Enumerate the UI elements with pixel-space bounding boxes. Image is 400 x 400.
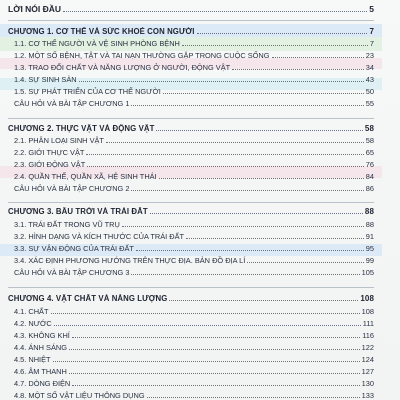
leader-dots bbox=[150, 213, 363, 214]
section-entry bbox=[8, 87, 374, 96]
section-page: 133 bbox=[361, 391, 374, 400]
section-title: 1.2. MỘT SỐ BỆNH, TẬT VÀ TAI NẠN THƯỜNG GẶP TRONG CUỘC SỐNG bbox=[14, 51, 270, 60]
section-page: 91 bbox=[365, 232, 374, 241]
questions-title: CÂU HỎI VÀ BÀI TẬP CHƯƠNG 1 bbox=[14, 99, 130, 108]
questions-page: 55 bbox=[365, 99, 374, 108]
section-page: 130 bbox=[361, 379, 374, 388]
section-page: 99 bbox=[365, 256, 374, 265]
section-entry bbox=[8, 367, 374, 376]
questions-entry bbox=[8, 184, 374, 193]
section-title: 4.5. NHIỆT bbox=[14, 355, 51, 364]
section-title: 2.3. GIỚI ĐỘNG VẬT bbox=[14, 160, 86, 169]
section-entry bbox=[8, 220, 374, 229]
divider bbox=[8, 118, 374, 119]
leader-dots bbox=[131, 274, 359, 275]
chapter-heading bbox=[8, 294, 374, 303]
chapter-title: CHƯƠNG 1. CƠ THỂ VÀ SỨC KHOẺ CON NGƯỜI bbox=[8, 27, 195, 36]
chapter-heading bbox=[8, 27, 374, 36]
section-page: 76 bbox=[365, 160, 374, 169]
section-entry bbox=[8, 244, 374, 253]
section-title: 1.5. SỰ PHÁT TRIỂN CỦA CƠ THỂ NGƯỜI bbox=[14, 87, 161, 96]
leader-dots bbox=[63, 11, 367, 12]
chapter-title: CHƯƠNG 4. VẬT CHẤT VÀ NĂNG LƯỢNG bbox=[8, 294, 168, 303]
section-entry bbox=[8, 232, 374, 241]
section-page: 34 bbox=[365, 63, 374, 72]
section-title: 4.4. ÁNH SÁNG bbox=[14, 343, 67, 352]
leader-dots bbox=[131, 105, 363, 106]
leader-dots bbox=[87, 166, 364, 167]
section-page: 23 bbox=[365, 51, 374, 60]
section-entry bbox=[8, 63, 374, 72]
leader-dots bbox=[106, 142, 364, 143]
entry-title: LỜI NÓI ĐẦU bbox=[8, 4, 62, 14]
leader-dots bbox=[232, 69, 364, 70]
section-page: 124 bbox=[361, 355, 374, 364]
leader-dots bbox=[197, 33, 368, 34]
divider bbox=[8, 202, 374, 203]
leader-dots bbox=[72, 385, 359, 386]
questions-page: 86 bbox=[365, 184, 374, 193]
section-page: 95 bbox=[365, 244, 374, 253]
toc-entry-intro bbox=[8, 4, 374, 14]
leader-dots bbox=[156, 130, 362, 131]
section-entry bbox=[8, 391, 374, 400]
chapter-page: 7 bbox=[369, 27, 374, 36]
leader-dots bbox=[79, 81, 364, 82]
section-title: 2.1. PHÂN LOẠI SINH VẬT bbox=[14, 136, 104, 145]
section-page: 111 bbox=[362, 319, 374, 328]
section-entry bbox=[8, 331, 374, 340]
chapter-page: 108 bbox=[360, 294, 374, 303]
section-entry bbox=[8, 51, 374, 60]
leader-dots bbox=[186, 238, 364, 239]
leader-dots bbox=[86, 154, 363, 155]
questions-entry bbox=[8, 99, 374, 108]
section-title: 1.3. TRAO ĐỔI CHẤT VÀ NĂNG LƯỢNG Ở NGƯỜI, ĐỘNG VẬT bbox=[14, 63, 231, 72]
chapter-page: 88 bbox=[364, 207, 374, 216]
section-title: 2.4. QUẦN THỂ, QUẦN XÃ, HỆ SINH THÁI bbox=[14, 172, 157, 181]
section-entry bbox=[8, 343, 374, 352]
section-title: 2.2. GIỚI THỰC VẬT bbox=[14, 148, 85, 157]
section-title: 4.6. ÂM THANH bbox=[14, 367, 67, 376]
section-title: 4.2. NƯỚC bbox=[14, 319, 52, 328]
section-page: 43 bbox=[365, 75, 374, 84]
section-entry bbox=[8, 307, 374, 316]
section-title: 4.3. KHÔNG KHÍ bbox=[14, 331, 70, 340]
section-title: 4.1. CHẤT bbox=[14, 307, 49, 316]
section-title: 1.1. CƠ THỂ NGƯỜI VÀ VỆ SINH PHÒNG BỆNH bbox=[14, 39, 180, 48]
section-entry bbox=[8, 39, 374, 48]
section-entry bbox=[8, 148, 374, 157]
divider bbox=[8, 20, 374, 21]
leader-dots bbox=[147, 397, 360, 398]
section-page: 7 bbox=[369, 39, 374, 48]
leader-dots bbox=[122, 226, 364, 227]
leader-dots bbox=[136, 250, 364, 251]
leader-dots bbox=[69, 349, 360, 350]
divider bbox=[8, 287, 374, 288]
chapter-title: CHƯƠNG 3. BẦU TRỜI VÀ TRÁI ĐẤT bbox=[8, 207, 148, 216]
section-page: 58 bbox=[365, 136, 374, 145]
leader-dots bbox=[54, 325, 361, 326]
section-page: 65 bbox=[365, 148, 374, 157]
questions-page: 105 bbox=[361, 268, 374, 277]
section-title: 3.4. XÁC ĐỊNH PHƯƠNG HƯỚNG TRÊN THỰC ĐỊA. BẢN ĐỒ ĐỊA LÍ bbox=[14, 256, 246, 265]
section-entry bbox=[8, 355, 374, 364]
section-entry bbox=[8, 319, 374, 328]
questions-title: CÂU HỎI VÀ BÀI TẬP CHƯƠNG 2 bbox=[14, 184, 130, 193]
leader-dots bbox=[247, 262, 363, 263]
chapter-page: 58 bbox=[364, 124, 374, 133]
section-title: 1.4. SỰ SINH SẢN bbox=[14, 75, 77, 84]
section-page: 84 bbox=[365, 172, 374, 181]
section-title: 4.8. MỘT SỐ VẬT LIỆU THÔNG DỤNG bbox=[14, 391, 145, 400]
leader-dots bbox=[131, 190, 363, 191]
section-title: 3.1. TRÁI ĐẤT TRONG VŨ TRỤ bbox=[14, 220, 120, 229]
section-entry bbox=[8, 160, 374, 169]
section-page: 116 bbox=[362, 331, 374, 340]
leader-dots bbox=[159, 178, 364, 179]
section-entry bbox=[8, 379, 374, 388]
section-entry bbox=[8, 256, 374, 265]
chapter-heading bbox=[8, 207, 374, 216]
leader-dots bbox=[53, 361, 360, 362]
leader-dots bbox=[169, 300, 358, 301]
section-page: 127 bbox=[361, 367, 374, 376]
section-entry bbox=[8, 136, 374, 145]
section-title: 3.2. HÌNH DẠNG VÀ KÍCH THƯỚC CỦA TRÁI ĐẤT bbox=[14, 232, 185, 241]
questions-entry bbox=[8, 268, 374, 277]
leader-dots bbox=[69, 373, 360, 374]
leader-dots bbox=[72, 337, 360, 338]
leader-dots bbox=[182, 45, 368, 46]
leader-dots bbox=[272, 57, 364, 58]
section-page: 88 bbox=[365, 220, 374, 229]
section-page: 122 bbox=[361, 343, 374, 352]
section-page: 50 bbox=[365, 87, 374, 96]
section-entry bbox=[8, 172, 374, 181]
leader-dots bbox=[51, 313, 360, 314]
section-entry bbox=[8, 75, 374, 84]
questions-title: CÂU HỎI VÀ BÀI TẬP CHƯƠNG 3 bbox=[14, 268, 130, 277]
leader-dots bbox=[163, 93, 364, 94]
section-title: 3.3. SỰ VẬN ĐỘNG CỦA TRÁI ĐẤT bbox=[14, 244, 134, 253]
section-title: 4.7. DÒNG ĐIỆN bbox=[14, 379, 71, 388]
section-page: 108 bbox=[361, 307, 374, 316]
chapter-heading bbox=[8, 124, 374, 133]
entry-page: 5 bbox=[369, 4, 374, 14]
chapter-title: CHƯƠNG 2. THỰC VẬT VÀ ĐỘNG VẬT bbox=[8, 124, 155, 133]
